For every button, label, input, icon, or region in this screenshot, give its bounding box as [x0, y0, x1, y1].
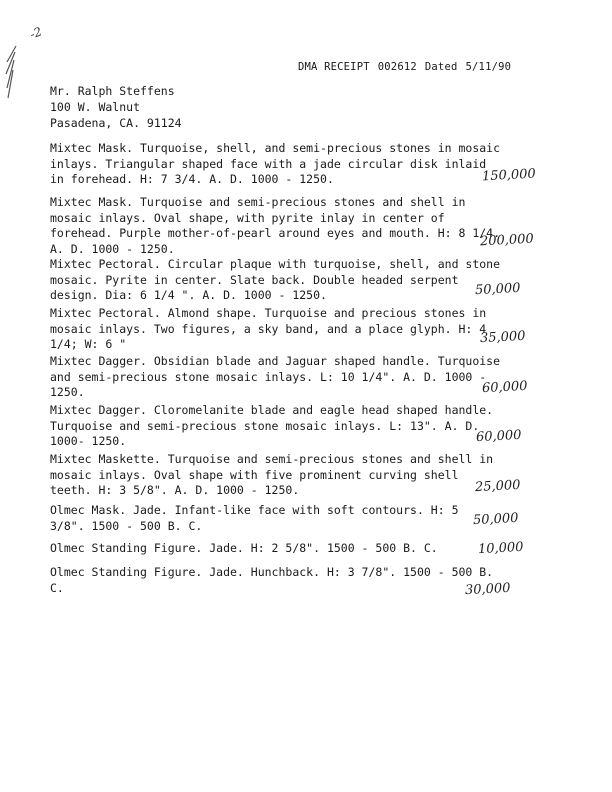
item-price: 200,000 — [479, 231, 535, 250]
dated-label: Dated — [424, 61, 458, 73]
item-price: 25,000 — [474, 477, 521, 496]
item-description: Olmec Mask. Jade. Infant-like face with soft contours. H: 5 3/8". 1500 - 500 B. C. — [50, 503, 459, 533]
item-description: Mixtec Pectoral. Almond shape. Turquoise and precious stones in mosaic inlays. Two figures, a sky band, and a place glyph. H: 4 1/4; W: 6 " — [50, 306, 487, 351]
item-price: 35,000 — [479, 328, 526, 347]
item-description: Mixtec Mask. Turquoise and semi-precious stones and shell in mosaic inlays. Oval shape, with pyrite inlay in center of forehead. Purple mother-of-pearl around eyes and mouth. H: 8 1/4. A. D. 1000 - 1250. — [50, 195, 501, 256]
recipient-address — [50, 83, 182, 131]
item-description: Mixtec Pectoral. Circular plaque with turquoise, shell, and stone mosaic. Pyrite in center. Slate back. Double headed serpent design. Dia: 6 1/4 ". A. D. 1000 - 1250. — [50, 257, 501, 302]
item-description: Mixtec Mask. Turquoise, shell, and semi-precious stones in mosaic inlays. Triangular shaped face with a jade circular disk inlaid in forehead. H: 7 3/4. A. D. 1000 - 1250. — [50, 141, 501, 186]
item-description: Olmec Standing Figure. Jade. H: 2 5/8". 1500 - 500 B. C. — [50, 541, 438, 555]
item-description: Olmec Standing Figure. Jade. Hunchback. H: 3 7/8". 1500 - 500 B. C. — [50, 565, 494, 595]
item-description: Mixtec Maskette. Turquoise and semi-precious stones and shell in mosaic inlays. Oval shape with five prominent curving shell teeth. H: 3 5/8". A. D. 1000 - 1250. — [50, 452, 494, 497]
margin-scratch-mark — [4, 44, 18, 100]
receipt-header — [298, 61, 519, 73]
receipt-date: 5/11/90 — [465, 61, 512, 73]
recipient-city: Pasadena, CA. 91124 — [50, 116, 182, 130]
recipient-name: Mr. Ralph Steffens — [50, 84, 175, 98]
item-description: Mixtec Dagger. Cloromelanite blade and eagle head shaped handle. Turquoise and semi-precious stone mosaic inlays. L: 13". A. D. 1000- 1250. — [50, 403, 494, 448]
item-price: 50,000 — [474, 280, 521, 299]
receipt-label: DMA RECEIPT — [298, 61, 370, 73]
item-price: 10,000 — [477, 539, 524, 558]
item-price: 60,000 — [475, 427, 522, 446]
item-price: 30,000 — [464, 580, 511, 599]
recipient-street: 100 W. Walnut — [50, 100, 141, 114]
receipt-number: 002612 — [377, 61, 417, 73]
item-price: 60,000 — [481, 378, 528, 397]
item-price: 150,000 — [481, 166, 537, 185]
item-description: Mixtec Dagger. Obsidian blade and Jaguar shaped handle. Turquoise and semi-precious stone mosaic inlays. L: 10 1/4". A. D. 1000 - 1250. — [50, 354, 501, 399]
handwritten-page-mark: -2 — [27, 24, 44, 42]
item-price: 50,000 — [472, 510, 519, 529]
